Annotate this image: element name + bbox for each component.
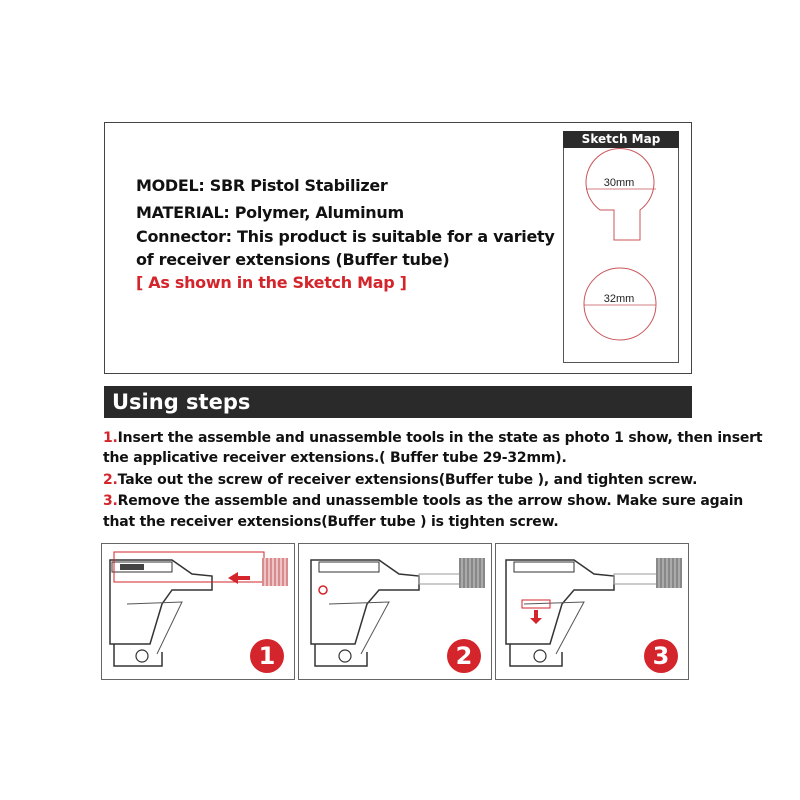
step-3-line-1 — [103, 493, 743, 509]
step-3-number: 3. — [103, 493, 118, 509]
step-photo-3 — [495, 543, 689, 680]
step-1-text-a: Insert the assemble and unassemble tools in the state as photo 1 show, then insert — [117, 430, 763, 446]
step-photo-1 — [101, 543, 295, 680]
step-1-line-1 — [103, 430, 762, 446]
photo-number-badge-2: 2 — [447, 639, 481, 673]
using-steps-title: Using steps — [112, 390, 251, 414]
sketch-label-32mm: 32mm — [603, 293, 635, 305]
connector-line-2: of receiver extensions (Buffer tube) — [136, 250, 450, 269]
step-3-line-2: that the receiver extensions(Buffer tube ) is tighten screw. — [103, 514, 559, 530]
sketch-30mm-outline — [586, 149, 654, 240]
sketch-map-panel — [563, 131, 679, 363]
connector-line-1: Connector: This product is suitable for a variety — [136, 227, 555, 246]
photo-number-badge-1: 1 — [250, 639, 284, 673]
step-2-text: Take out the screw of receiver extensions(Buffer tube ), and tighten screw. — [117, 472, 698, 488]
sketch-label-30mm: 30mm — [603, 177, 635, 189]
sketch-map-diagram — [564, 132, 680, 364]
step-2-number: 2. — [103, 472, 118, 488]
step-photo-2 — [298, 543, 492, 680]
step-3-text-a: Remove the assemble and unassemble tools as the arrow show. Make sure again — [117, 493, 744, 509]
step-1-line-2: the applicative receiver extensions.( Buffer tube 29-32mm). — [103, 450, 567, 466]
sketch-map-title: Sketch Map — [563, 131, 679, 148]
step-1-number: 1. — [103, 430, 118, 446]
photo-number-badge-3: 3 — [644, 639, 678, 673]
model-line: MODEL: SBR Pistol Stabilizer — [136, 176, 388, 195]
step-2-line — [103, 472, 697, 488]
material-line: MATERIAL: Polymer, Aluminum — [136, 203, 404, 222]
sketch-map-note: [ As shown in the Sketch Map ] — [136, 273, 407, 292]
using-steps-bar — [104, 386, 692, 418]
